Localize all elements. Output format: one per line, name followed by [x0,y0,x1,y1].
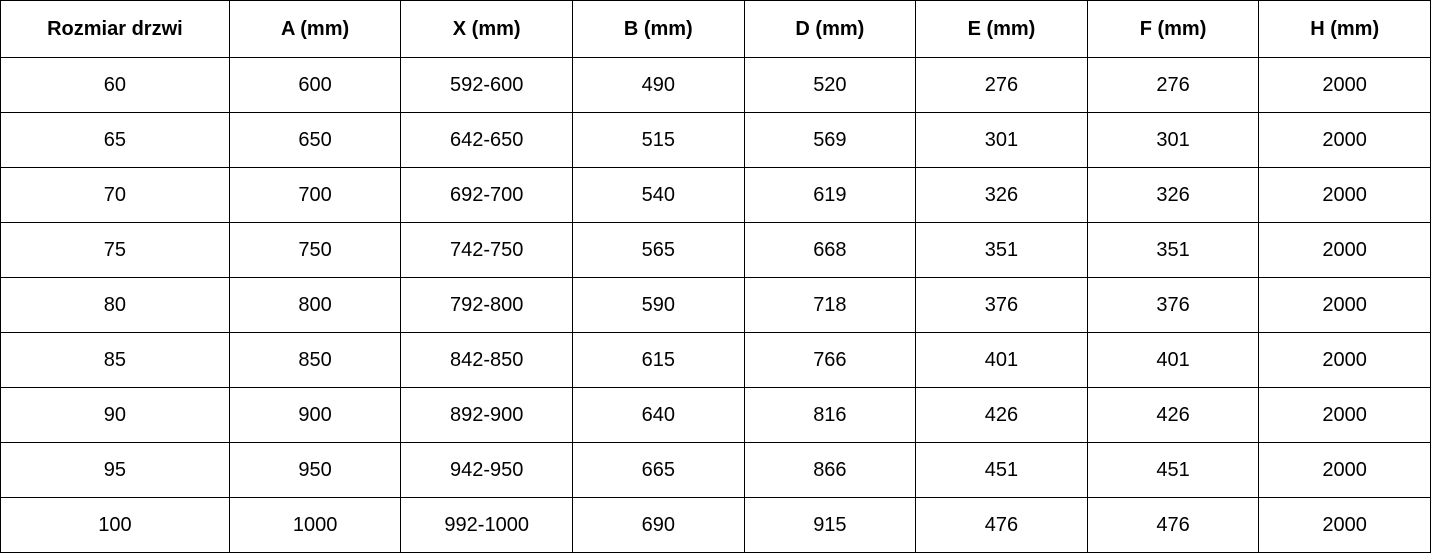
table-cell: 80 [1,278,230,333]
table-cell: 590 [572,278,744,333]
table-row [1,58,1431,113]
table-cell: 451 [1087,443,1259,498]
table-cell: 276 [1087,58,1259,113]
table-cell: 600 [229,58,401,113]
table-cell: 615 [572,333,744,388]
table-cell: 2000 [1259,278,1431,333]
table-cell: 2000 [1259,333,1431,388]
table-cell: 665 [572,443,744,498]
table-cell: 476 [916,498,1088,553]
table-cell: 100 [1,498,230,553]
table-cell: 426 [1087,388,1259,443]
header-cell: E (mm) [916,1,1088,58]
table-cell: 992-1000 [401,498,573,553]
table-cell: 2000 [1259,168,1431,223]
table-cell: 401 [1087,333,1259,388]
table-body [1,58,1431,553]
table-cell: 850 [229,333,401,388]
header-cell: X (mm) [401,1,573,58]
table-cell: 520 [744,58,916,113]
header-cell: D (mm) [744,1,916,58]
table-cell: 692-700 [401,168,573,223]
table-cell: 75 [1,223,230,278]
table-cell: 451 [916,443,1088,498]
table-cell: 866 [744,443,916,498]
table-cell: 376 [916,278,1088,333]
table-cell: 619 [744,168,916,223]
table-cell: 490 [572,58,744,113]
table-cell: 65 [1,113,230,168]
table-row [1,443,1431,498]
table-cell: 351 [916,223,1088,278]
table-cell: 668 [744,223,916,278]
header-cell: Rozmiar drzwi [1,1,230,58]
table-cell: 95 [1,443,230,498]
table-cell: 2000 [1259,223,1431,278]
table-cell: 2000 [1259,443,1431,498]
table-cell: 376 [1087,278,1259,333]
table-row [1,223,1431,278]
table-cell: 700 [229,168,401,223]
table-row [1,333,1431,388]
table-cell: 85 [1,333,230,388]
table-cell: 650 [229,113,401,168]
header-cell: F (mm) [1087,1,1259,58]
table-cell: 718 [744,278,916,333]
table-cell: 2000 [1259,388,1431,443]
table-cell: 750 [229,223,401,278]
table-cell: 90 [1,388,230,443]
table-cell: 301 [1087,113,1259,168]
table-cell: 800 [229,278,401,333]
header-cell: H (mm) [1259,1,1431,58]
table-cell: 276 [916,58,1088,113]
table-cell: 2000 [1259,58,1431,113]
table-cell: 842-850 [401,333,573,388]
table-cell: 592-600 [401,58,573,113]
table-cell: 540 [572,168,744,223]
table-cell: 2000 [1259,498,1431,553]
table-cell: 892-900 [401,388,573,443]
table-row [1,113,1431,168]
table-row [1,278,1431,333]
table-cell: 351 [1087,223,1259,278]
table-cell: 515 [572,113,744,168]
table-cell: 2000 [1259,113,1431,168]
table-row [1,168,1431,223]
table-cell: 426 [916,388,1088,443]
table-cell: 569 [744,113,916,168]
table-cell: 1000 [229,498,401,553]
table-cell: 942-950 [401,443,573,498]
table-cell: 326 [916,168,1088,223]
table-cell: 642-650 [401,113,573,168]
table-cell: 766 [744,333,916,388]
table-cell: 816 [744,388,916,443]
table-cell: 950 [229,443,401,498]
table-cell: 326 [1087,168,1259,223]
table-cell: 60 [1,58,230,113]
table-row [1,498,1431,553]
table-cell: 690 [572,498,744,553]
table-header [1,1,1431,58]
table-cell: 640 [572,388,744,443]
header-row [1,1,1431,58]
header-cell: B (mm) [572,1,744,58]
table-cell: 70 [1,168,230,223]
table-cell: 401 [916,333,1088,388]
header-cell: A (mm) [229,1,401,58]
table-cell: 301 [916,113,1088,168]
table-cell: 476 [1087,498,1259,553]
table-cell: 565 [572,223,744,278]
table-cell: 742-750 [401,223,573,278]
table-cell: 792-800 [401,278,573,333]
table-row [1,388,1431,443]
table-cell: 900 [229,388,401,443]
table-cell: 915 [744,498,916,553]
